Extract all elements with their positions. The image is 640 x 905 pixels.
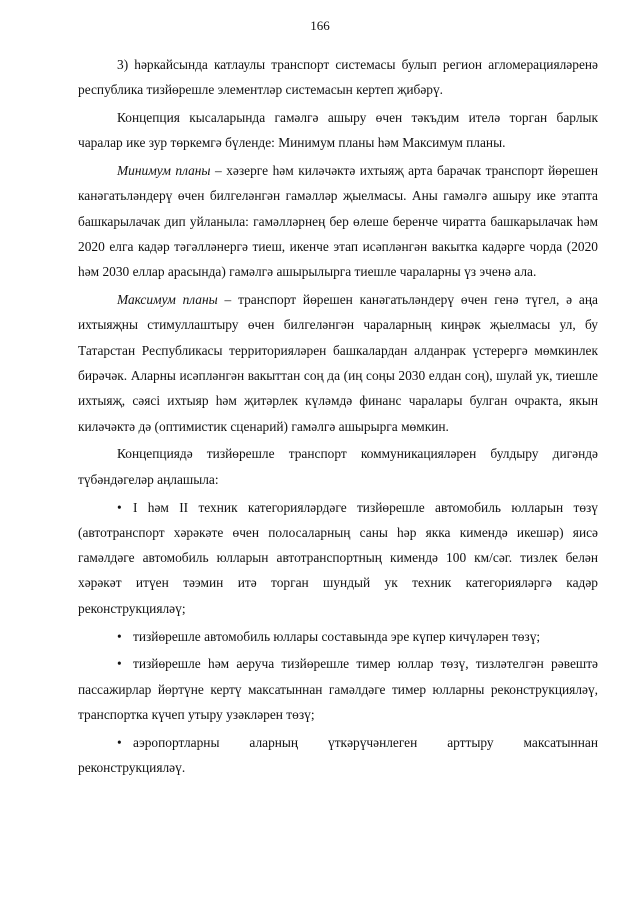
bullet-icon: • [117, 656, 122, 672]
minimum-plan-paragraph [78, 158, 598, 284]
communications-list [78, 495, 598, 781]
minimum-plan-definition: – хәзерге һәм киләчәктә ихтыяҗ арта барачак транспорт йөрешен канәгатьләндерү өчен билгеләнгән гамәлләр җыелмасы. Аны гамәлгә ашыру ике этапта башкарылачак дип уйланыла: гамәлләрнең бер өлеше беренче чиратта башкарылачак һәм 2020 елга кадәр тәгәлләнергә тиеш, икенче этап исәпләнгән вакытка кадәрге чорда (2020 һәм 2030 еллар арасында) гамәлгә ашырылырга тиешле чараларны үз эченә ала. [78, 163, 599, 280]
list-item [78, 624, 598, 649]
minimum-plan-term: Минимум планы [117, 163, 211, 179]
bullet-icon: • [117, 499, 122, 515]
list-item [78, 730, 598, 781]
list-item [78, 495, 598, 621]
maximum-plan-definition: – транспорт йөрешен канәгатьләндерү өчен генә түгел, ә аңа ихтыяҗны стимуллаштыру өчен билгеләнгән чараларның киңрәк җыелмасы ул, бу Татарстан Республикасы территорияләрен башкалардан алданрак үстерергә мөмкинлек бирәчәк. Аларны исәпләнгән вакыттан соң да (иң соңы 2030 елдан соң), шулай ук, тиешле ихтыяҗ, сәясі ихтыяр һәм җитәрлек күләмдә финанс чаралары булган очракта, якын киләчәктә дә (оптимистик сценарий) гамәлгә ашырырга мөмкин. [78, 292, 598, 434]
maximum-plan-paragraph [78, 287, 598, 439]
list-item [78, 651, 598, 727]
intro-paragraph: 3) һәркайсында катлаулы транспорт системасы булып регион агломерацияләренә республика тизйөрешле элементләр системасын кертеп җибәрү. [78, 57, 598, 98]
concept-plans-paragraph: Концепция кысаларында гамәлгә ашыру өчен тәкъдим ителә торган барлык чаралар ике зур төркемгә бүленде: Минимум планы һәм Максимум планы. [78, 110, 598, 151]
document-body [78, 52, 598, 783]
page-number: 166 [310, 18, 330, 33]
maximum-plan-term: Максимум планы [117, 292, 218, 308]
bullet-icon: • [117, 734, 122, 750]
concept-lead-paragraph: Концепциядә тизйөрешле транспорт коммуникацияләрен булдыру дигәндә түбәндәгеләр аңлашыла: [78, 446, 598, 487]
list-item-text: тизйөрешле автомобиль юллары составында эре күпер кичүләрен төзү; [133, 628, 541, 644]
list-item-text: I һәм II техник категорияләрдәге тизйөрешле автомобиль юлларын төзү (автотранспорт хәрәкәте өчен полосаларның саны һәр якка кимендә икешәр) яисә гамәлдәге автомобиль юлларын автотранспортның кимендә 100 км/сәг. тизлек белән хәрәкәт итүен тәэмин итә торган шундый ук техник категорияләргә кадәр реконструкцияләү; [78, 499, 598, 616]
list-item-text: аэропортларны аларның үткәрүчәнлеген арттыру максатыннан реконструкцияләү. [78, 734, 598, 776]
bullet-icon: • [117, 628, 122, 644]
list-item-text: тизйөрешле һәм аеруча тизйөрешле тимер юллар төзү, тизләтелгән рәвештә пассажирлар йөртүне кертү максатыннан гамәлдәге тимер юлларны реконструкцияләү, транспортка күчеп утыру узәкләрен төзү; [78, 656, 598, 722]
